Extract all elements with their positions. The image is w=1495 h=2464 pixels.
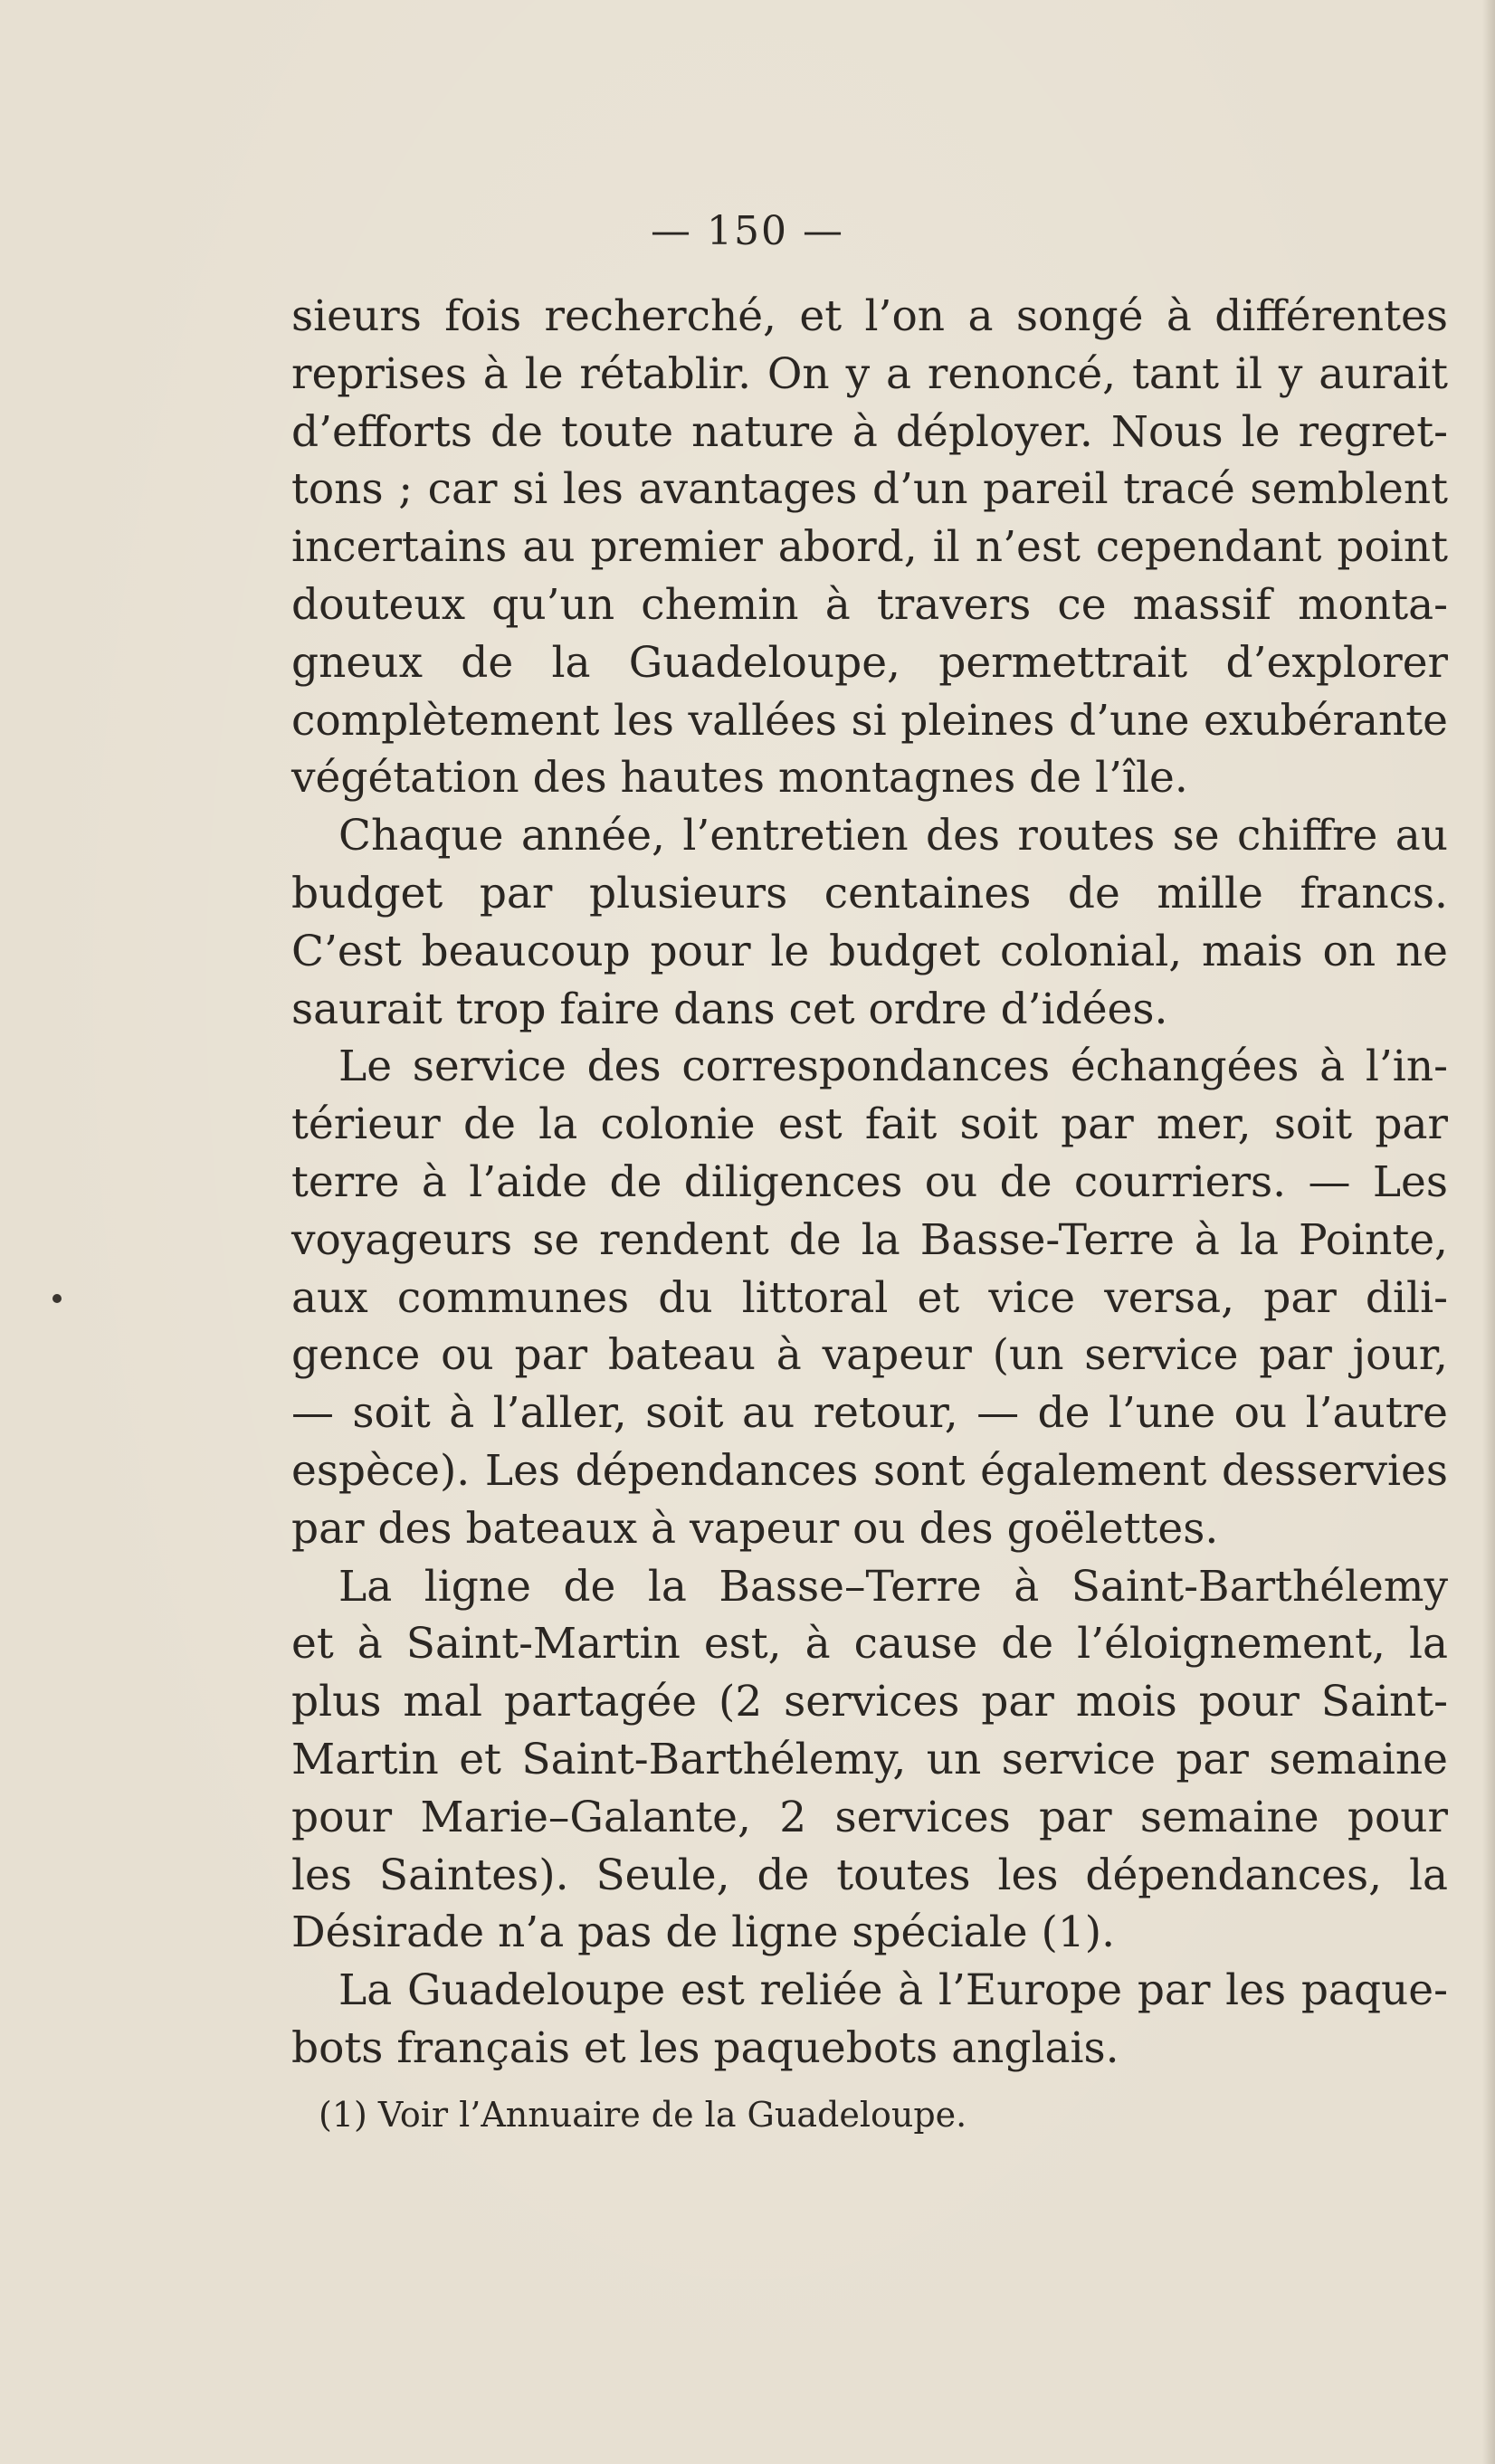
- text-line: espèce). Les dépendances sont également desservies: [291, 1445, 1448, 1496]
- text-line: végétation des hautes montagnes de l’île.: [291, 753, 1188, 804]
- text-line: Désirade n’a pas de ligne spéciale (1).: [291, 1907, 1116, 1958]
- footnote: (1) Voir l’Annuaire de la Guadeloupe.: [319, 2095, 967, 2135]
- text-line: Martin et Saint-Barthélemy, un service par semaine: [291, 1734, 1448, 1784]
- text-line: aux communes du littoral et vice versa, par dili-: [291, 1272, 1448, 1323]
- text-line: complètement les vallées si pleines d’une exubérante: [291, 695, 1448, 746]
- body-text: [291, 288, 1448, 2078]
- text-line: bots français et les paquebots anglais.: [291, 2022, 1119, 2073]
- text-line: La ligne de la Basse–Terre à Saint-Barthélemy: [338, 1561, 1448, 1612]
- text-line: saurait trop faire dans cet ordre d’idées.: [291, 984, 1168, 1034]
- text-line: gence ou par bateau à vapeur (un service par jour,: [291, 1330, 1448, 1381]
- text-line: plus mal partagée (2 services par mois pour Saint-: [291, 1677, 1448, 1727]
- text-line: La Guadeloupe est reliée à l’Europe par les paque-: [338, 1965, 1448, 2016]
- page-edge-shadow: [1482, 0, 1495, 2464]
- text-line: sieurs fois recherché, et l’on a songé à différentes: [291, 291, 1448, 341]
- text-line: terre à l’aide de diligences ou de courriers. — Les: [291, 1156, 1448, 1207]
- text-line: gneux de la Guadeloupe, permettrait d’explorer: [291, 637, 1448, 688]
- text-line: et à Saint-Martin est, à cause de l’éloignement, la: [291, 1619, 1448, 1670]
- text-line: — soit à l’aller, soit au retour, — de l’une ou l’autre: [291, 1388, 1448, 1439]
- text-line: Le service des correspondances échangées à l’in-: [338, 1042, 1448, 1092]
- text-line: térieur de la colonie est fait soit par mer, soit par: [291, 1099, 1448, 1150]
- ink-speck: [52, 1294, 62, 1303]
- text-line: reprises à le rétablir. On y a renoncé, tant il y aurait: [291, 348, 1448, 399]
- page-number: — 150 —: [651, 208, 844, 254]
- text-line: tons ; car si les avantages d’un pareil tracé semblent: [291, 464, 1448, 515]
- text-line: par des bateaux à vapeur ou des goëlettes.: [291, 1503, 1219, 1554]
- text-line: voyageurs se rendent de la Basse-Terre à la Pointe,: [291, 1214, 1448, 1265]
- text-line: d’efforts de toute nature à déployer. Nous le regret-: [291, 406, 1448, 457]
- text-line: Chaque année, l’entretien des routes se chiffre au: [338, 811, 1448, 861]
- text-line: C’est beaucoup pour le budget colonial, mais on ne: [291, 926, 1448, 976]
- text-line: pour Marie–Galante, 2 services par semaine pour: [291, 1792, 1448, 1842]
- text-line: douteux qu’un chemin à travers ce massif monta-: [291, 579, 1448, 630]
- text-line: budget par plusieurs centaines de mille francs.: [291, 868, 1448, 918]
- text-line: incertains au premier abord, il n’est cependant point: [291, 522, 1448, 573]
- text-line: les Saintes). Seule, de toutes les dépendances, la: [291, 1850, 1448, 1900]
